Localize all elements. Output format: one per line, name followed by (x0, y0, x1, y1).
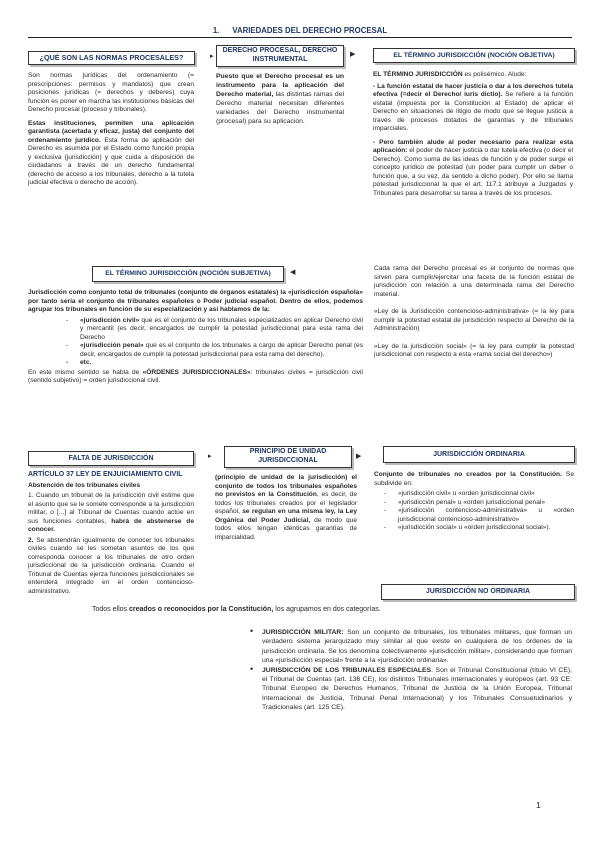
ordinaria-item-contencioso: - «jurisdicción contencioso-administrativa» u «orden jurisdiccional contencioso-administrativo» (398, 507, 574, 524)
no-ordinaria-items (262, 628, 572, 713)
instrumental-rest: las distintas ramas del Derecho material necesitan diferentes variedades del Derecho instrumental (procesal) para su aplicación. (216, 91, 344, 125)
box-jurisdiccion-ordinaria (383, 446, 575, 463)
objetiva-item2-bold: - Pero también alude al poder necesario para realizar esta aplicación: (373, 138, 573, 154)
falta-subtitle: Abstención de los tribunales civiles (28, 481, 141, 489)
normas-p1: Son normas jurídicas del ordenamiento (= prescripciones: permisos y mandatos) que crean posiciones jurídicas (= derechos y deberes) cuya función es poner en marcha las instituciones básicas del Derecho procesal (proceso y tribunales). (28, 72, 194, 113)
ordinaria-item-civil: - «jurisdicción civil» u «orden jurisdiccional civil» (398, 490, 574, 499)
title-text: VARIEDADES DEL DERECHO PROCESAL (232, 26, 388, 35)
no-ordinaria-militar: • JURISDICCIÓN MILITAR: Son un conjunto de tribunales, los tribunales militares, que forman un verdadero sistema jerarquizado muy similar al que existe en cualquiera de los órdenes de la jurisdicción ordinaria. Se los denomina colectivamente «jurisdicción militar», considerando que forman una «jurisdicción especial» frente a la «jurisdicción ordinaria». (262, 628, 572, 666)
box-subjetiva-label: EL TÉRMINO JURISDICCIÓN (NOCIÓN SUBJETIVA) (105, 270, 271, 277)
no-ordinaria-text (60, 605, 572, 627)
box-derecho-instrumental (216, 45, 344, 67)
objetiva-text (373, 71, 573, 203)
box-instrumental-label: DERECHO PROCESAL, DERECHO INSTRUMENTAL (222, 47, 338, 63)
box-falta-jurisdiccion (28, 451, 194, 466)
arrow-marker-2: ▸ (208, 453, 212, 460)
subjetiva-list (80, 317, 363, 368)
title-underline (28, 37, 572, 38)
objetiva-item1-bold: - La función estatal de hacer justicia o dar a los derechos tutela efectiva (=decir el Derecho/ iuris dictio). (373, 82, 573, 98)
no-ordinaria-intro: Todos ellos creados o reconocidos por la Constitución, los agrupamos en dos categorías. (92, 606, 381, 613)
box-normas-procesales (28, 51, 195, 65)
arrow-left: ◀ (290, 269, 296, 276)
ordinaria-intro: Conjunto de tribunales no creados por la Constitución. Se subdivide en: (374, 471, 574, 487)
arrow-marker: ▸ (210, 53, 214, 60)
falta-text (28, 471, 194, 601)
ordinaria-item-social: - «jurisdicción social» u «orden jurisdiccional social»). (398, 524, 574, 533)
subjetiva-p2: En este mismo sentido se habla de «ÓRDENES JURISDICCIONALES»: tribunales civiles = jurisdicción civil (sentido subjetivo) = orden jurisdiccional civil. (28, 368, 363, 384)
subjetiva-item-penal: - «jurisdicción penal» que es el conjunto de los tribunales a cargo de aplicar Derecho penal (es decir, encargados de cumplir la potestad jurisdiccional para esta rama del derecho). (80, 342, 363, 359)
box-jurisdiccion-no-ordinaria (381, 584, 575, 600)
rama-p3: «Ley de la jurisdicción social» (= la ley para cumplir la potestad jurisdiccional con respecto a esta «rama social del derecho») (374, 342, 574, 358)
normas-p2-bold: Estas instituciones, permiten una aplicación garantista (acertada y eficaz, justa) del conjunto del ordenamiento jurídico. (28, 119, 194, 144)
box-jurisdiccion-objetiva (373, 48, 575, 63)
subjetiva-text (28, 289, 363, 391)
instrumental-text (216, 72, 344, 126)
box-jurisdiccion-subjetiva (92, 266, 284, 282)
objetiva-item2-rest: el poder de hacer justicia o dar tutela efectiva (o decir el Derecho). Como suma de las ideas de función y de poder surge el concepto jurídico de potestad (un poder para cumplir un deber o función que, a su vez, da sentido a dicho poder). Por ello se llama potestad jurisdiccional la que el art. 117.1 atribuye a Juzgados y Tribunales para desarrollar su tarea a través de los procesos. (373, 147, 573, 197)
objetiva-item1-rest: Se refiere a la función estatal (impuesta por la Constitución al Estado) de aplicar el Derecho en situaciones de litigio de modo que se llegue justicia a través de procesos dotados de garantías y de tribunales imparciales. (373, 91, 573, 132)
falta-p2: 2. Se abstendrán igualmente de conocer los tribunales civiles cuando se les sometan asuntos de los que corresponda conocer a los tribunales de otro orden jurisdiccional de la jurisdicción ordinaria. Cuando el Tribunal de Cuentas ejerza funciones jurisdiccionales se entenderá integrado en el orden contencioso-administrativo. (28, 536, 194, 595)
objetiva-intro (373, 71, 573, 80)
normas-p2-rest: Esta forma de aplicación del Derecho es asumida por el Estado como función propia y exclusiva (jurisdicción) y que cuida a disposición de ciudadanos a través de un derecho fundamental (derecho de acceso a los tribunales, derecho a la tutela judicial efectiva o derecho de acción). (28, 136, 194, 186)
box-unidad-label: PRINCIPIO DE UNIDAD JURISDICCIONAL (249, 448, 327, 464)
subjetiva-p1: Jurisdicción como conjunto total de tribunales (conjunto de órganos estatales) la «jurisdicción española» por tanto sería el conjunto de tribunales españoles o Poder judicial español. Dentro de ellos, podemos agrupar los tribunales en función de su especialización y así hablamos de la: (28, 289, 363, 313)
no-ordinaria-bullets (262, 628, 572, 713)
normas-p2 (28, 120, 194, 188)
page-number: 1 (536, 800, 541, 810)
page-title (0, 26, 600, 35)
objetiva-intro-bold: EL TÉRMINO JURISDICCIÓN (373, 71, 463, 78)
no-ordinaria-especiales: • JURISDICCIÓN DE LOS TRIBUNALES ESPECIALES. Son el Tribunal Constitucional (título VI CE), el Tribunal de Cuentas (art. 136 CE), los distintos Tribunales internacionales y europeos (art. 93 CE: Tribunal Europeo de Derechos Humanos, Tribunal de Justicia de la Unión Europea, Tribunal Internacional de Justicia, Tribunal Penal Internacional) y los Tribunales Consuetudinarios y Tradicionales (art. 125 CE). (262, 666, 572, 713)
instrumental-bold: Puesto que el Derecho procesal es un instrumento para la aplicación del Derecho material, (216, 73, 344, 98)
rama-text (374, 265, 574, 365)
ordinaria-text (374, 471, 574, 533)
objetiva-item1 (373, 83, 573, 134)
falta-p1: 1. Cuando un tribunal de la jurisdicción civil estime que el asunto que se le somete corresponde a la jurisdicción militar, o [...] al Tribunal de Cuentas cuando actúe en sus funciones contables, habrá de abstenerse de conocer. (28, 492, 194, 533)
ordinaria-list (398, 490, 574, 533)
ordinaria-item-penal: - «jurisdicción penal» u «orden jurisdiccional penal» (398, 499, 574, 508)
box-normas-label: ¿QUÉ SON LAS NORMAS PROCESALES? (39, 53, 184, 62)
box-objetiva-label: EL TÉRMINO JURISDICCIÓN (NOCIÓN OBJETIVA) (393, 52, 555, 59)
box-unidad-jurisdiccional (224, 446, 352, 468)
falta-article: ARTÍCULO 37 LEY DE ENJUICIAMIENTO CIVIL (28, 471, 183, 478)
box-falta-label: FALTA DE JURISDICCIÓN (68, 455, 154, 462)
subjetiva-item-etc: - etc. (80, 359, 363, 368)
box-ordinaria-label: JURISDICCIÓN ORDINARIA (433, 451, 525, 458)
subjetiva-item-civil: - «jurisdicción civil» que es el conjunto de los tribunales especializados en aplicar Derecho civil y mercantil (es decir, encargados de cumplir la potestad jurisdiccional para esta rama del Derecho (80, 317, 363, 343)
objetiva-item2 (373, 139, 573, 199)
box-no-ordinaria-label: JURISDICCIÓN NO ORDINARIA (425, 588, 531, 595)
title-number: 1. (212, 26, 220, 35)
objetiva-intro-rest: es polisémico. Alude: (462, 71, 527, 78)
unidad-text: (principio de unidad de la jurisdicción) el conjunto de todos los tribunales españoles no previstos en la Constitución, es decir, de todos los tribunales creados por el legislador español, se regulan en una misma ley, la Ley Orgánica del Poder Judicial, de modo que todos ellos tengan idénticas garantías de imparcialidad. (215, 474, 357, 541)
arrow-right-2: ▶ (356, 453, 362, 460)
rama-p1: Cada rama del Derecho procesal es el conjunto de normas que sirven para cumplir/ejercitar una faceta de la función estatal de jurisdicción con relación a una determinada rama del Derecho material. (374, 265, 574, 298)
rama-p2: «Ley de la Jurisdicción contencioso-administrativa» (= la ley para cumplir la potestad estatal de jurisdicción respecto al Derecho de la Administración) (374, 308, 574, 332)
arrow-right: ▶ (350, 51, 356, 58)
normas-text (28, 72, 194, 193)
